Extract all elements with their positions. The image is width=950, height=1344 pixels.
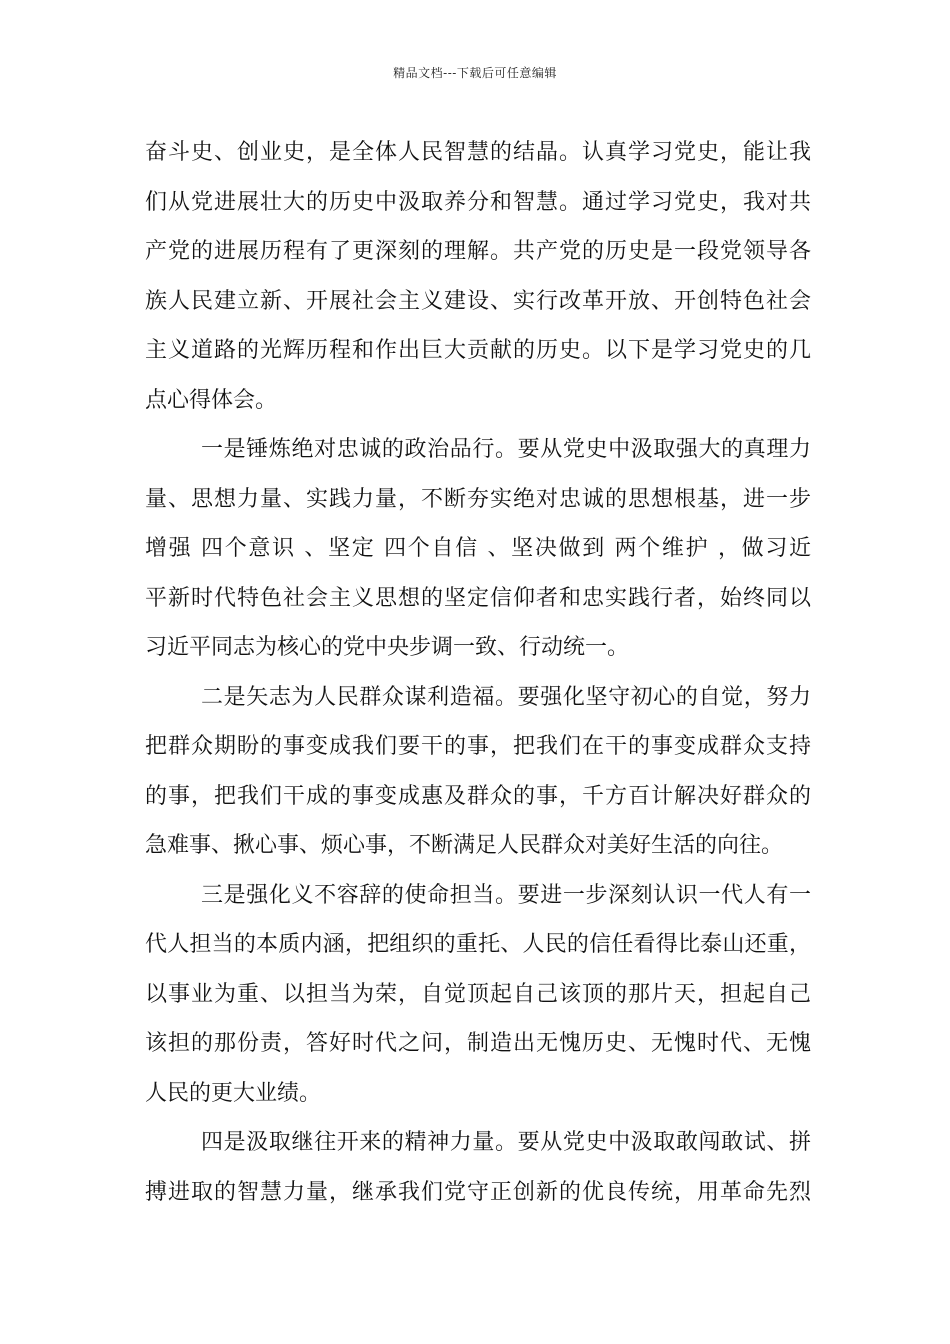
text-line: 奋斗史、创业史，是全体人民智慧的结晶。认真学习党史，能让我 — [145, 140, 811, 165]
text-line: 平新时代特色社会主义思想的坚定信仰者和忠实践行者，始终同以 — [145, 585, 811, 611]
text-line: 二是矢志为人民群众谋利造福。要强化坚守初心的自觉，努力 — [201, 684, 811, 710]
text-line: 们从党进展壮大的历史中汲取养分和智慧。通过学习党史，我对共 — [145, 189, 811, 215]
text-line: 人民的更大业绩。 — [145, 1080, 322, 1106]
text-line: 习近平同志为核心的党中央步调一致、行动统一。 — [145, 635, 630, 660]
text-line: 以事业为重、以担当为荣，自觉顶起自己该顶的那片天，担起自己 — [145, 981, 811, 1007]
text-line: 四是汲取继往开来的精神力量。要从党史中汲取敢闯敢试、拼 — [201, 1130, 811, 1155]
text-line: 急难事、揪心事、烦心事，不断满足人民群众对美好生活的向往。 — [145, 833, 784, 858]
text-line: 点心得体会。 — [145, 387, 278, 413]
text-line: 产党的进展历程有了更深刻的理解。共产党的历史是一段党领导各 — [145, 239, 811, 264]
text-line: 的事，把我们干成的事变成惠及群众的事，千方百计解决好群众的 — [145, 783, 811, 809]
text-line: 一是锤炼绝对忠诚的政治品行。要从党史中汲取强大的真理力 — [201, 437, 811, 462]
text-line: 增强 四个意识 、坚定 四个自信 、坚决做到 两个维护 ，做习近 — [145, 536, 811, 561]
text-line: 族人民建立新、开展社会主义建设、实行改革开放、开创特色社会 — [145, 288, 811, 314]
text-line: 主义道路的光辉历程和作出巨大贡献的历史。以下是学习党史的几 — [145, 338, 811, 363]
text-line: 量、思想力量、实践力量，不断夯实绝对忠诚的思想根基，进一步 — [145, 486, 811, 512]
page-header: 精品文档---下载后可任意编辑 — [393, 66, 557, 80]
text-line: 代人担当的本质内涵，把组织的重托、人民的信任看得比泰山还重， — [145, 932, 811, 957]
text-line: 搏进取的智慧力量，继承我们党守正创新的优良传统，用革命先烈 — [145, 1179, 811, 1205]
text-line: 三是强化义不容辞的使命担当。要进一步深刻认识一代人有一 — [201, 882, 811, 908]
text-line: 把群众期盼的事变成我们要干的事，把我们在干的事变成群众支持 — [145, 734, 811, 759]
document-body — [145, 128, 811, 1217]
text-line: 该担的那份责，答好时代之问，制造出无愧历史、无愧时代、无愧 — [145, 1031, 811, 1056]
